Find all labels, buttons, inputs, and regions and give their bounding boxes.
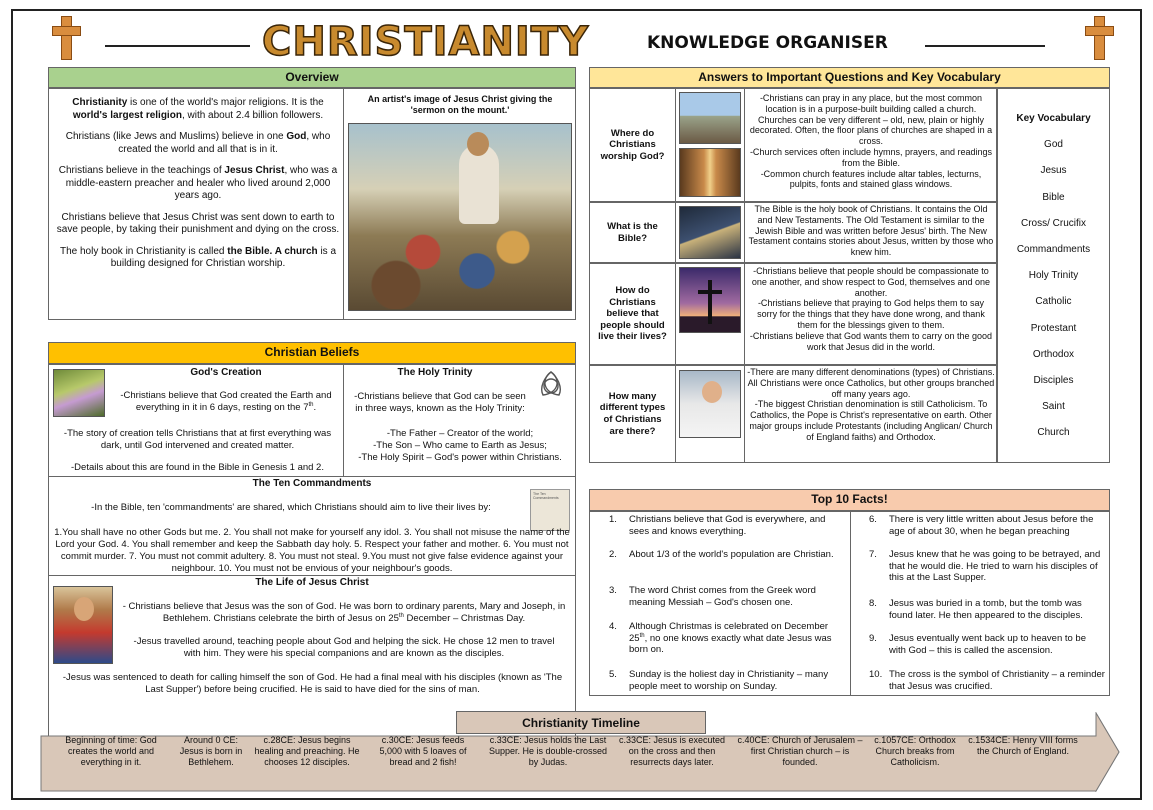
timeline-event: c.40CE: Church of Jerusalem – first Christian church – is founded.: [737, 735, 863, 767]
question-live: How do Christians believe that people should live their lives?: [590, 264, 676, 364]
creation-title: God's Creation: [190, 367, 262, 378]
facts-right: [869, 514, 1105, 694]
trinity-title: The Holy Trinity: [397, 367, 473, 378]
answer-divider: [744, 203, 745, 262]
timeline-event: c.33CE: Jesus is executed on the cross and then resurrects days later.: [618, 735, 726, 767]
trinity-text-2: -The Father – Creator of the world;: [386, 428, 534, 439]
fact-number: 3.: [609, 585, 617, 596]
fact-number: 9.: [869, 633, 877, 644]
timeline-event: c.1057CE: Orthodox Church breaks from Catholicism.: [874, 735, 956, 767]
life-title: The Life of Jesus Christ: [255, 577, 369, 588]
vocab-item: Commandments: [1016, 243, 1091, 255]
beliefs-heading: Christian Beliefs: [48, 342, 576, 364]
commandments-list: 1.You shall have no other Gods but me. 2. You shall not make for yourself any idol. 3. You shall not misuse the name of the Lord your God. 4. You shall remember and keep the Sabbath day holy. 5. Respect your father and mother. 6. You must not commit murder. 7. You must not commit adultery. 8. You must not steal. 9.You must not give false evidence against your neighbour. 10. You must not be envious of your neighbour's goods.: [54, 527, 570, 574]
life-text-1: [118, 601, 570, 625]
page-title: CHRISTIANITY: [262, 19, 590, 65]
fact-text: Christians believe that God is everywhere, and sees and knows everything.: [629, 514, 826, 537]
creation-text-3: -Details about this are found in the Bible in Genesis 1 and 2.: [71, 462, 324, 473]
answer-live: -Christians believe that people should be compassionate to one another, and show respect to God, themselves and one another. -Christians believe that praying to God helps them to say sorry for the things that they have done wrong, and thank them for the blessings given to them. -Christians believe that God wants them to carry on the good work that Jesus did in the world.: [749, 266, 993, 352]
creation-image: [53, 369, 105, 417]
title-rule-right: [925, 45, 1045, 47]
question-row-live: [589, 263, 997, 365]
creation-1-end: .: [313, 401, 317, 413]
vocab-item: Bible: [1042, 191, 1065, 203]
timeline-event: c.30CE: Jesus feeds 5,000 with 5 loaves of bread and 2 fish!: [379, 735, 467, 767]
overview-p4: Christians believe that Jesus Christ was sent down to earth to save people, by taking their punishment and dying on the cross.: [56, 211, 340, 235]
bible-book-image: [679, 206, 741, 259]
life-text-2: -Jesus travelled around, teaching people about God and helping the sick. He chose 12 men to travel with him. They were his special companions and are known as the disciples.: [133, 636, 555, 660]
life-sup: th: [398, 613, 404, 620]
title-rule-left: [105, 45, 250, 47]
sermon-on-the-mount-image: [348, 123, 572, 311]
beliefs-divider: [343, 364, 344, 476]
fact-number: 5.: [609, 669, 617, 680]
timeline-heading: Christianity Timeline: [456, 711, 706, 734]
question-types: How many different types of Christians are there?: [590, 366, 676, 462]
fact-item: [869, 549, 1105, 584]
fact-item: [869, 669, 1105, 692]
answer-divider: [744, 89, 745, 201]
creation-text-2: -The story of creation tells Christians that at first everything was dark, until God intervened and created matter.: [63, 428, 332, 451]
question-row-worship: [589, 88, 997, 202]
cross-silhouette-image: [679, 267, 741, 333]
life-1-end: December – Christmas Day.: [403, 613, 526, 625]
fact-item: [609, 585, 845, 608]
vocab-item: Catholic: [1035, 296, 1072, 308]
question-row-types: [589, 365, 997, 463]
image-caption: An artist's image of Jesus Christ giving the 'sermon on the mount.': [367, 94, 553, 115]
fact-item: [869, 598, 1105, 621]
page-subtitle: KNOWLEDGE ORGANISER: [647, 33, 888, 53]
cross-icon-right: [1085, 16, 1111, 58]
fact-item: [609, 621, 845, 656]
answer-divider: [744, 366, 745, 462]
fact-text: About 1/3 of the world's population are Christian.: [629, 549, 834, 560]
term-bible: the Bible. A church: [227, 245, 318, 257]
overview-p2c: , who created the world and all that is in it.: [118, 131, 331, 155]
fact-number: 10.: [869, 669, 883, 680]
church-exterior-image: [679, 92, 741, 144]
vocab-item: Saint: [1042, 401, 1065, 413]
cross-icon-left: [52, 16, 78, 58]
overview-p5c: is a building designed for Christian worship.: [110, 245, 337, 269]
term-god: God: [286, 131, 307, 142]
question-row-bible: [589, 202, 997, 263]
creation-text-1: [112, 390, 340, 413]
trinity-text-3: -The Son – Who came to Earth as Jesus;: [373, 440, 547, 451]
creation-sup: th: [308, 401, 314, 408]
answer-worship: -Christians can pray in any place, but the most common location is in a purpose-built building called a church. Churches can be very different – old, new, plain or highly decorated. Often, the floor plans of churches are shaped in a cross. -Church services often include hymns, prayers, and readings from the Bible. -Common church features include altar tables, lecturns, pulpits, fonts and stained glass windows.: [749, 93, 993, 190]
fact-item: [609, 549, 845, 561]
jesus-portrait-image: [53, 586, 113, 664]
fact-text: [629, 621, 845, 656]
fact-text: Sunday is the holiest day in Christianity – many people meet to worship on Sunday.: [629, 669, 829, 692]
fact-number: 1.: [609, 514, 617, 525]
timeline-event: Beginning of time: God creates the world and everything in it.: [65, 735, 157, 767]
fact-text: The word Christ comes from the Greek word meaning Messiah – God's chosen one.: [629, 585, 816, 608]
overview-divider: [343, 89, 344, 319]
overview-p5a: The holy book in Christianity is called: [59, 245, 228, 257]
trinity-text-1: -Christians believe that God can be seen in three ways, known as the Holy Trinity:: [354, 391, 526, 414]
church-interior-image: [679, 148, 741, 197]
question-bible: What is the Bible?: [590, 203, 676, 262]
facts-divider: [850, 511, 851, 696]
fact-item: [609, 514, 845, 537]
fact-number: 7.: [869, 549, 877, 560]
vocab-item: Protestant: [1030, 322, 1077, 334]
timeline-event: c.1534CE: Henry VIII forms the Church of England.: [968, 735, 1078, 756]
question-worship: Where do Christians worship God?: [590, 89, 676, 201]
fact-number: 8.: [869, 598, 877, 609]
fact-text: Jesus eventually went back up to heaven to be with God – this is called the ascension.: [889, 633, 1086, 656]
fact-item: [609, 669, 845, 692]
overview-p3a: Christians believe in the teachings of: [58, 165, 225, 176]
vocab-item: Jesus: [1040, 165, 1067, 177]
answer-bible: The Bible is the holy book of Christians. It contains the Old and New Testaments. The Old Testament is similar to the Jewish Bible and was written before Jesus' birth. The New Testament contains stories about Jesus, written by those who knew him.: [748, 204, 994, 258]
timeline-event: Around 0 CE: Jesus is born in Bethlehem.: [179, 735, 243, 767]
overview-heading: Overview: [48, 67, 576, 88]
life-1: - Christians believe that Jesus was the son of God. He was born to ordinary parents, Mary and Joseph, in Bethlehem. Christians celebrate the birth of Jesus on 25: [122, 601, 566, 625]
vocab-item: Holy Trinity: [1028, 270, 1079, 282]
answers-heading: Answers to Important Questions and Key Vocabulary: [589, 67, 1110, 88]
overview-text: [55, 97, 341, 280]
fact-text: Jesus was buried in a tomb, but the tomb was found later. He then appeared to the disciples.: [889, 598, 1083, 621]
fact-text: The cross is the symbol of Christianity – a reminder that Jesus was crucified.: [889, 669, 1105, 692]
vocab-item: Disciples: [1033, 374, 1074, 386]
fact-text-a: Although Christmas is celebrated on December 25: [629, 621, 829, 644]
commandments-divider: [48, 476, 576, 477]
key-vocabulary-panel: [997, 88, 1110, 463]
fact-number: 2.: [609, 549, 617, 560]
overview-panel: [48, 88, 576, 320]
term-largest: world's largest religion: [72, 109, 182, 121]
vocab-item: God: [1044, 139, 1063, 151]
fact-number: 4.: [609, 621, 617, 632]
fact-text: There is very little written about Jesus before the age of about 30, when he began preaching: [889, 514, 1094, 537]
pope-image: [679, 370, 741, 438]
term-jesus: Jesus Christ: [224, 165, 285, 176]
answer-divider: [744, 264, 745, 364]
creation-1: -Christians believe that God created the Earth and everything in it in 6 days, resting on the 7: [120, 390, 332, 413]
trinity-text-4: -The Holy Spirit – God's power within Christians.: [358, 452, 562, 463]
facts-left: [609, 514, 845, 694]
term-christianity: Christianity: [72, 97, 128, 108]
facts-heading: Top 10 Facts!: [589, 489, 1110, 511]
triquetra-icon: [535, 369, 567, 401]
fact-item: [869, 514, 1105, 537]
fact-text: Jesus knew that he was going to be betrayed, and that he would die. He tried to warn his disciples of this at the Last Supper.: [889, 549, 1101, 584]
fact-item: [869, 633, 1105, 656]
vocab-item: Cross/ Crucifix: [1020, 217, 1086, 229]
timeline-event: c.33CE: Jesus holds the Last Supper. He is double-crossed by Judas.: [488, 735, 608, 767]
overview-p2a: Christians (like Jews and Muslims) believe in one: [65, 131, 287, 142]
fact-number: 6.: [869, 514, 877, 525]
overview-p1d: , with about 2.4 billion followers.: [181, 109, 324, 121]
commandments-intro: -In the Bible, ten 'commandments' are shared, which Christians should aim to live their lives by:: [91, 502, 491, 513]
life-text-3: -Jesus was sentenced to death for calling himself the son of God. He had a final meal with his disciples (known as 'The Last Supper') before being crucified. He is said to have died for the sins of man.: [62, 672, 563, 696]
vocab-item: Orthodox: [1032, 348, 1075, 360]
life-divider: [48, 575, 576, 576]
fact-text-b: , no one knows exactly what date Jesus was born on.: [629, 632, 832, 656]
timeline-event: c.28CE: Jesus begins healing and preaching. He chooses 12 disciples.: [254, 735, 360, 767]
commandments-tablet-image: The Ten Commandments: [530, 489, 570, 531]
overview-p1b: is one of the world's major religions. It is the: [127, 97, 324, 108]
vocab-item: Church: [1037, 427, 1070, 439]
vocab-title: Key Vocabulary: [1016, 113, 1091, 124]
commandments-title: The Ten Commandments: [252, 478, 372, 489]
overview-p3c: , who was a middle-eastern preacher and healer who lived around 2,000 years ago.: [65, 165, 338, 201]
answer-types: -There are many different denominations (types) of Christians. All Christians were once Catholics, but other groups branched off many years ago. -The biggest Christian denomination is still Catholicism. To Catholics, the Pope is Christ's representative on earth. Other major groups include Protestants (including Anglican/ Church of England faiths) and Orthodox.: [747, 367, 995, 442]
fact-sup: th: [639, 632, 645, 639]
